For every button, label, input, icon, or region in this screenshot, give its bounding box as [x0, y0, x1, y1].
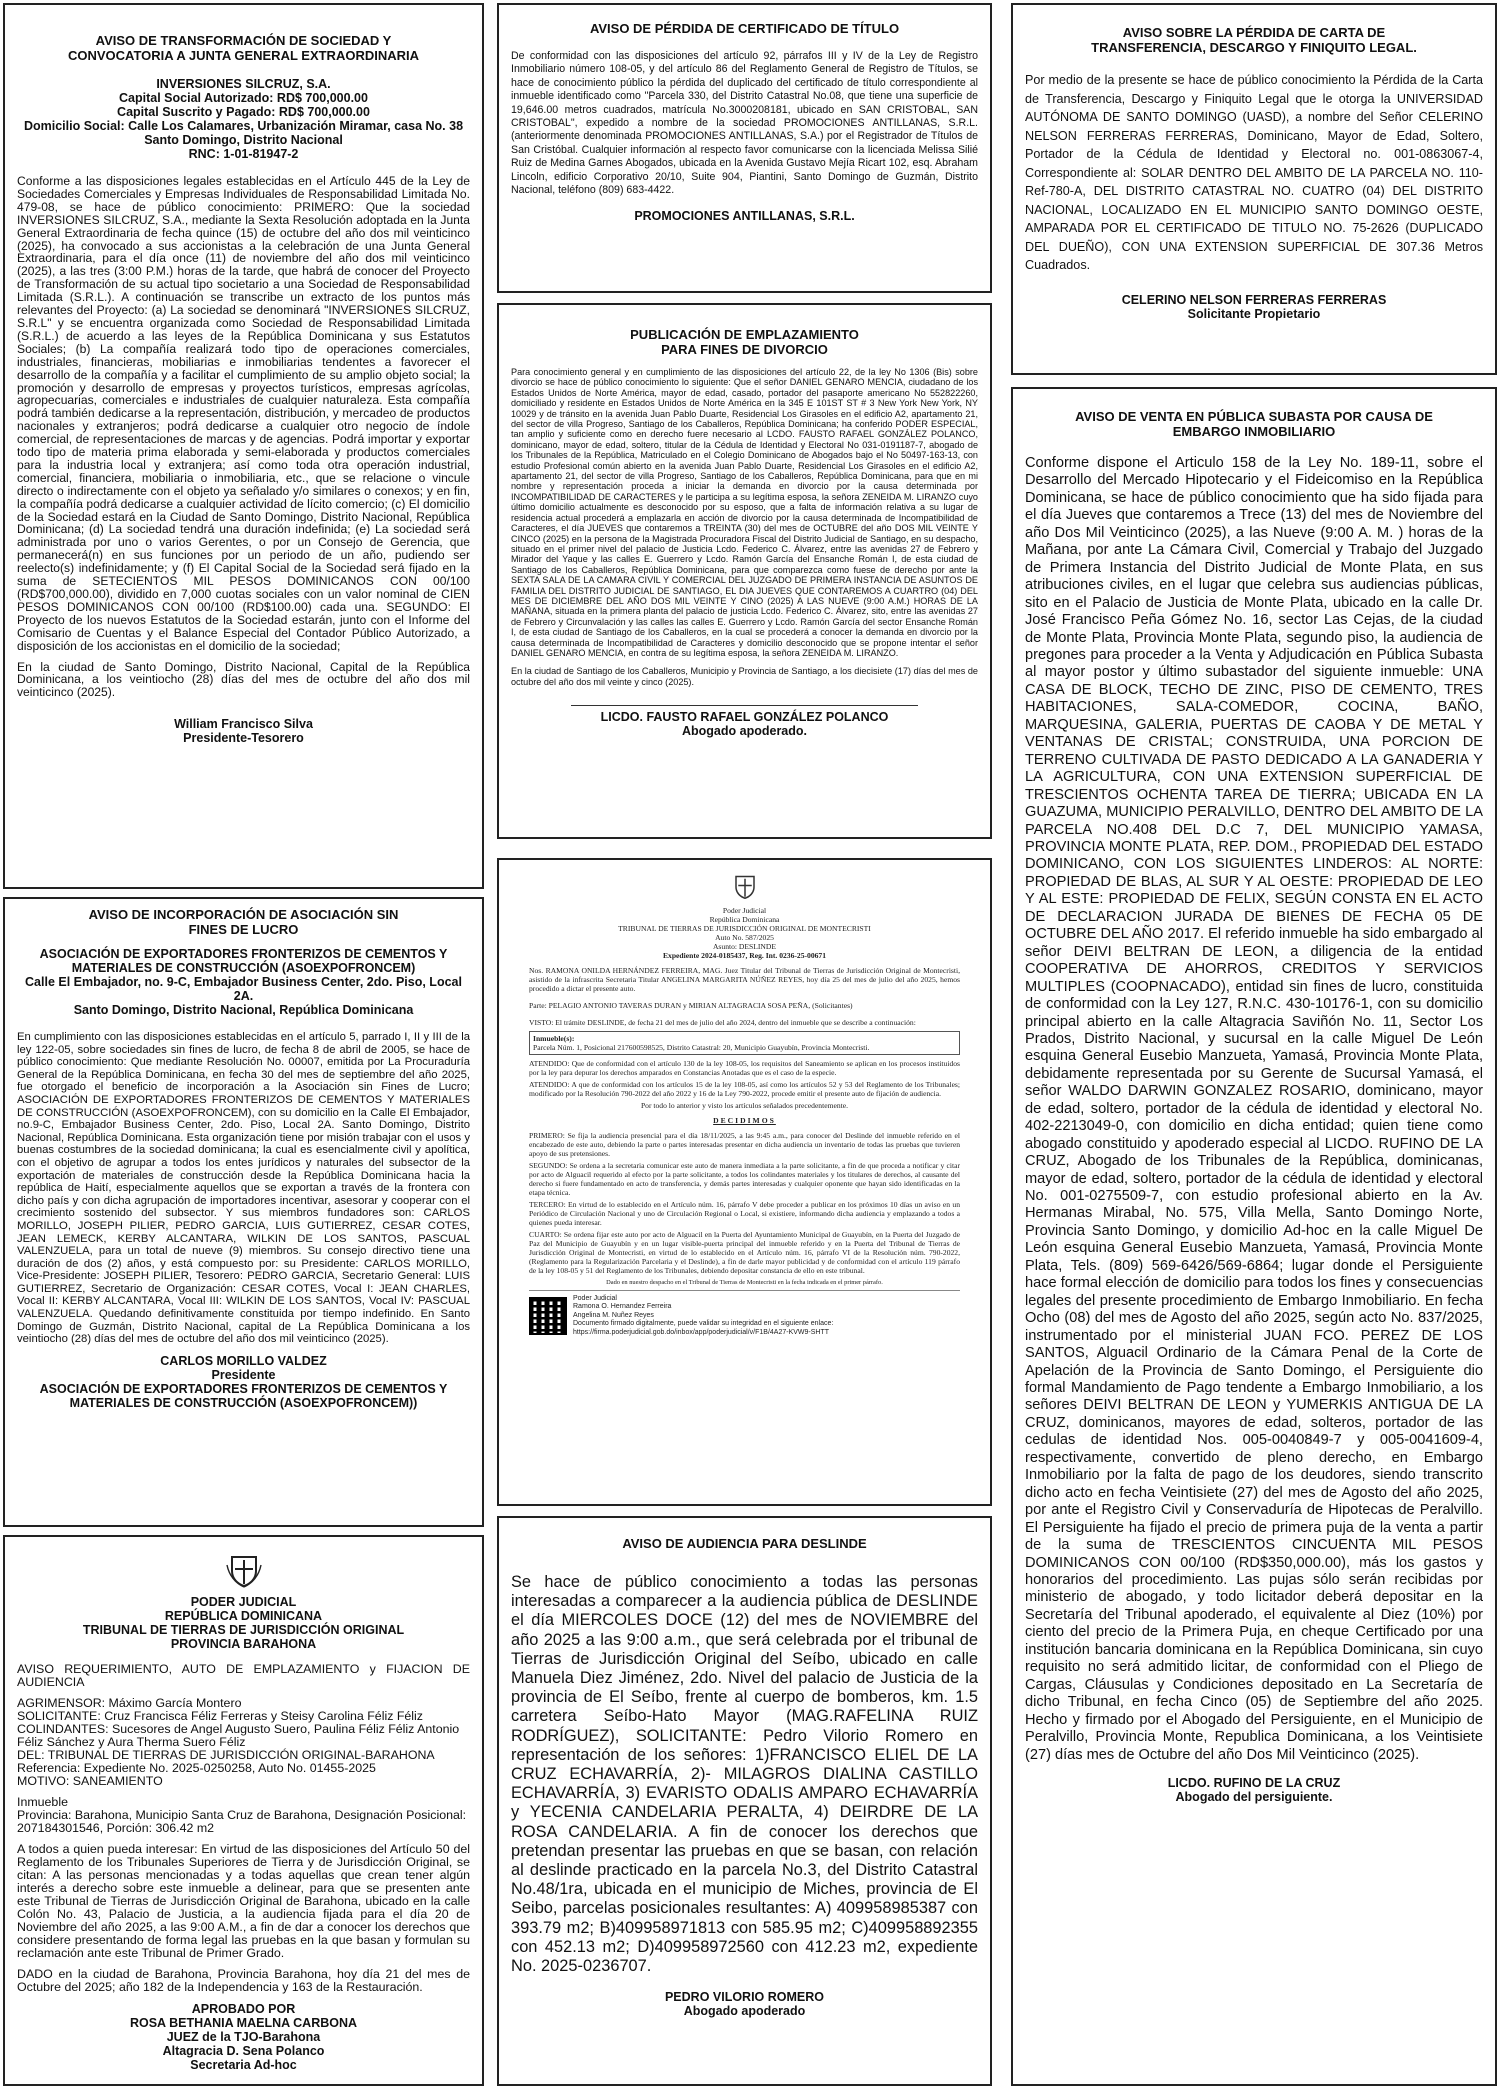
notice-body: Para conocimiento general y en cumplimiento de las disposiciones del artículo 22, de la ley No 1306 (Bis) sobre divorcio se hace de público conocimiento lo siguiente: Que el señor DANIEL GENARO MENCIA, ciudadano de los Estados Unidos de Norte América, mayor de edad, casado, portador del pasaporte americano No 552822260, domiciliado y residente en Estados Unidos de Norte América en la 345 E 101ST ST # 3 New York New York, NY 10029 y de tránsito en la avenida Juan Pablo Duarte, Residencial Los Girasoles en el edificio A2, apartamento 21, del sector de villa Progreso, Santiago de los Caballeros, República Dominicana; ha conferido PODER ESPECIAL, tan amplio y suficiente como en derecho fuere necesario al LCDO. FAUSTO RAFAEL GONZÁLEZ POLANCO, dominicano, mayor de edad, soltero, titular de la Cédula de Identidad y Electoral No 031-0191187-7, abogado de los Tribunales de la República, Matriculado en el Colegio Dominicano de Abogados bajo el No 50497-163-13, con estudio Profesional común abierto en la avenida Juan Pablo Duarte, Residencial Los Girasoles en el edificio A2, apartamento 21, del sector de villa Progreso, Santiago de los Caballeros, República Dominicana, para que en mi nombre y representación proceda a iniciar la demanda en divorcio por la causa determinada por INCOMPATIBILIDAD DE CARACTERES y le participa a su legítima esposa, la señora ZENEIDA M. LIRANZO cuyo último domicilio actualmente es desconocido por su esposo, que a falta de información relativa a su lugar de residencia actual procederá a emplazarla en acción de divorcio por la causa determinada de Incompatibilidad de Caracteres, el día JUEVES que contaremos a TREINTA (30) del mes de OCTUBRE del año DOS MIL VEINTE Y CINCO (2025) en la persona de la Magistrada Procuradora Fiscal del Distrito Judicial de Santiago, en su despacho, situado en el primer nivel del palacio de Justicia Lcdo. Federico C. Álvarez, entre las avenidas 27 de Febrero y Mirador del Yaque y las calles E. Guerrero y Lcdo. Ramón García del Ensanche Román I, de esta ciudad de Santiago de los Caballeros, República Dominicana, para que comparezca como fuese de derecho por ante la SEXTA SALA DE LA CAMARA CIVIL Y COMERCIAL DEL JUZGADO DE PRIMERA INSTANCIA DE ASUNTOS DE FAMILIA DEL DISTRITO JUDICIAL DE SANTIAGO, EL DIA JUEVES QUE CONTAREMOS A CUARTRO (04) DEL MES DE DICIEMBRE DEL AÑO DOS MIL VEINTE Y CINO (2025) A LAS NUEVE (9:00 A.M.) HORAS DE LA MAÑANA, situada en la primera planta del palacio de justicia Lcdo. Federico C. Álvarez, sito, entre las avenidas 27 de Febrero y Circunvalación y las calles las calles E. Guerrero y Lcdo. Ramón García del sector Ensanche Román I, de esta ciudad de Santiago de los Caballeros, en la cual se procederá a conocer la demanda en divorcio por la causa determinada de Incompatibilidad de Caracteres y domicilio desconocido que se propone intentar el señor DANIEL GENARO MENCIA, en contra de su legítima esposa, la señora ZENEIDA M. LIRANZO.	[511, 367, 978, 658]
paragraph-cuarto: CUARTO: Se ordena fijar este auto por acto de Alguacil en la Puerta del Ayuntamiento Municipal de Guayubín, en la Puerta del Juzgado de Paz del Municipio de Guayubín y en un lugar visible-puerta principal del inmueble referido y en la Puerta del Tribunal de Tierras de Jurisdicción Original de Montecristi, en virtud de lo establecido en el Artículo núm. 16, párrafo VI de la Resolución núm. 790-2022, (Reglamento para la Regularización Parcelaria y el Deslinde), a fin de darle mayor publicidad y de conformidad con el artículo 119 párrafo de la ley 108-05 y 51 del Reglamento de los Tribunales, debiendo depositar constancia de ello en este tribunal.	[529, 1230, 960, 1275]
notice-transformacion-sociedad	[3, 3, 484, 889]
capital-paid: Capital Suscrito y Pagado: RD$ 700,000.00	[117, 105, 370, 119]
coat-of-arms-icon	[730, 872, 760, 902]
notice-body: De conformidad con las disposiciones del artículo 92, párrafos III y IV de la Ley de Registro Inmobiliario número 108-05, y del artículo 86 del Reglamento General de Registro de Títulos, se hace de conocimiento público la pérdida del duplicado del certificado de título correspondiente al inmueble identificado como "Parcela 330, del Distrito Catastral No.08, que tiene una superficie de 19,646.00 metros cuadrados, matrícula No.3000208181, ubicado en SAN CRISTOBAL, SAN CRISTOBAL", expedido a nombre de la sociedad PROMOCIONES ANTILLANAS, S.R.L. (anteriormente denominada PROMOCIONES ANTILLANAS, S.A.) por el Registrador de Títulos de San Cristóbal. Cualquier información al respecto favor comunicarse con la licenciada Melissa Silié Ruiz de Medina Garnes Abogados, ubicada en la Avenida Gustavo Mejía Ricart 102, esq. Abraham Lincoln, edificio Corporativo 20/10, Suite 904, Piantini, Santo Domingo de Guzmán, Distrito Nacional, teléfono (809) 683-4422.	[511, 50, 978, 197]
notice-venta-subasta	[1011, 387, 1497, 2086]
notice-title: AVISO DE PÉRDIDA DE CERTIFICADO DE TÍTULO	[589, 21, 900, 36]
header-line-1: Poder Judicial	[722, 906, 767, 915]
header-line-2: REPÚBLICA DOMINICANA	[164, 1609, 323, 1623]
header-line-3: TRIBUNAL DE TIERRAS DE JURISDICCIÓN ORIGINAL	[82, 1623, 405, 1637]
signer-role: Presidente-Tesorero	[183, 731, 304, 746]
header-line-1: PODER JUDICIAL	[190, 1595, 297, 1609]
notice-emplazamiento-divorcio	[497, 303, 992, 839]
paragraph-visto: VISTO: El trámite DESLINDE, de fecha 21 del mes de julio del año 2024, dentro del inmueble que se describe a continuación:	[529, 1018, 916, 1027]
property-box	[529, 1031, 960, 1055]
notice-closing: En la ciudad de Santo Domingo, Distrito Nacional, Capital de la República Dominicana, a los veintiocho (28) días del mes de octubre del año dos mil veinticinco (2025).	[17, 659, 470, 700]
notice-title: AVISO DE INCORPORACIÓN DE ASOCIACIÓN SIN FINES DE LUCRO	[88, 907, 399, 937]
notice-body: A todos a quien pueda interesar: En virtud de las disposiciones del Artículo 50 del Reglamento de los Tribunales Superiores de Tierra y de Jurisdicción Original, se citan: A las personas mencionadas y a todas aquellas que crean tener algún interés a derecho sobre este inmueble a delinear, para que se presenten ante este Tribunal de Tierras de Jurisdicción Original de Barahona, ubicado en la calle Colón No. 43, Palacio de Justicia, a la audiencia fijada para el día 20 de Noviembre del año 2025, a las 9:00 A.M., a fin de dar a conocer los derechos que considere presentando de forma legal las pruebas en la que basan y formulan su reclamación ante este Tribunal de Primer Grado.	[17, 1842, 470, 1960]
asunto: Asunto: DESLINDE	[712, 942, 777, 951]
signer-name: William Francisco Silva	[174, 717, 313, 732]
digital-signature-block	[529, 1295, 960, 1337]
organization-name: ASOCIACIÓN DE EXPORTADORES FRONTERIZOS DE CEMENTOS Y MATERIALES DE CONSTRUCCIÓN (ASOEXPOFRONCEM)	[39, 947, 448, 975]
signer-name: LICDO. FAUSTO RAFAEL GONZÁLEZ POLANCO	[600, 710, 889, 725]
paragraph-primero: PRIMERO: Se fija la audiencia presencial para el día 18/11/2025, a las 9:45 a.m., para conocer del Deslinde del inmueble referido en el encabezado de este auto, debiendo la parte o partes interesadas presentar en dicha audiencia un inventario de todas las pruebas que tuvieren apoyo de sus pretensiones.	[529, 1131, 960, 1158]
verify-url[interactable]: https://firma.poderjudicial.gob.do/inbox/app/poderjudicial/v/F1B/4A27-KVW9-SHTT	[573, 1328, 830, 1336]
paragraph-atendido-1: ATENDIDO: Que de conformidad con el artículo 130 de la ley 108-05, los requisitos del Saneamiento se aplican en los procesos instituidos por la ley para depurar los derechos amparados en Constancias Anotadas que es el caso de la especie.	[529, 1059, 960, 1077]
signer-role: Abogado apoderado	[683, 2004, 806, 2019]
paragraph-vistos: Por todo lo anterior y visto los artículos señalados precedentemente.	[640, 1101, 849, 1110]
case-details: AGRIMENSOR: Máximo García Montero SOLICITANTE: Cruz Francisca Féliz Ferreras y Steisy Carolina Féliz Féliz COLINDANTES: Sucesores de Angel Augusto Suero, Paulina Féliz Féliz Antonio Féliz Sánchez y Aura Therma Suero Féliz DEL: TRIBUNAL DE TIERRAS DE JURISDICCIÓN ORIGINAL-BARAHONA Referencia: Expediente No. 2025-0250258, Auto No. 01455-2025 MOTIVO: SANEAMIENTO	[17, 1696, 460, 1788]
paragraph-tercero: TERCERO: En virtud de lo establecido en el Artículo núm. 16, párrafo V debe proceder a publicar en los próximos 10 días un aviso en un Periódico de Circulación Nacional y uno de Circulación Regional o Local, si existiere, informando dicha audiencia y emplazando a todos a quienes pueda interesar.	[529, 1200, 960, 1227]
notice-body: Conforme dispone el Articulo 158 de la Ley No. 189-11, sobre el Desarrollo del Mercado Hipotecario y el Fideicomiso en la República Dominicana, se hace de público conocimiento que ha sido fijada para el día Jueves que contaremos a Trece (13) del mes de Noviembre del año Dos Mil Veinticinco (2025), a las Nueve (9:00 A. M. ) horas de la Mañana, por ante La Cámara Civil, Comercial y Trabajo del Juzgado de Primera Instancia del Distrito Judicial de Monte Plata, en sus atribuciones civiles, en el lugar que celebra sus audiencias públicas, sito en el Palacio de Justicia de Monte Plata, ubicado en la calle Dr. José Francisco Peña Gómez No. 16, sector Las Cejas, de la ciudad de Monte Plata, Provincia Monte Plata, segundo piso, la audiencia de pregones para proceder a la Venta y Adjudicación en Pública Subasta al mayor postor y último subastador del siguiente inmueble: UNA CASA DE BLOCK, TECHO DE ZINC, PISO DE CEMENTO, TRES HABITACIONES, SALA-COMEDOR, COCINA, BAÑO, MARQUESINA, GALERIA, PUERTAS DE CAOBA Y DE METAL Y VENTANAS DE CRISTAL; CONSTRUIDA, UNA PORCION DE TERRENO CULTIVADA DE PASTO DEDICADO A LA GANADERIA Y LA AGRICULTURA, CON UNA EXTENSION SUPERFICIAL DE TRESCIENTOS OCHENTA TAREA DE TIERRA; UBICADA EN LA GUAZUMA, MUNICIPIO PERALVILLO, DENTRO DEL AMBITO DE LA PARCELA NO.408 DEL D.C 7, DEL MUNICIPIO YAMASA, PROVINCIA MONTE PLATA, REP. DOM., PROPIEDAD DEL ESTADO DOMINICANO, CON LOS SIGUIENTES LINDEROS: AL NORTE: PROPIEDAD DE BLAS, AL SUR Y AL OESTE: PROPIEDAD DE LEO Y AL ESTE: PROPIEDAD DE FELIX, SEGÚN CONSTA EN EL ACTO DE DECLARACION JURADA DE BIENES DE FECHA 05 DE OCTUBRE DEL AÑO 2017. El referido inmueble ha sido embargado al señor DEIVI BELTRAN DE LEON, a diligencia de la entidad COOPERATIVA DE AHORROS, CREDITOS Y SERVICIOS MULTIPLES (COOPNACADO), entidad sin fines de lucro, constituida de conformidad con la Ley 127, R.N.C. 430-10176-1, con su domicilio principal abierto en la calle Altagracia Saviñón No. 11, Sector Los Prados, Distrito Nacional, y sucursal en la calle Miguel De León esquina General Eusebio Manzueta, Yamasá, Provincia Monte Plata, debidamente representada por su Gerente de Sucursal Yamasá, el señor WALDO DARWIN GONZALEZ ROSARIO, dominicano, mayor de edad, soltero, portador de la cédula de identidad y electoral No. 402-2213049-0, con domicilio en dicha entidad; quien tiene como abogado constituido y apoderado especial al LICDO. RUFINO DE LA CRUZ, Abogado de los Tribunales de la República, dominicanas, mayor de edad, soltero, portador de la cédula de identidad y electoral No. 001-0275509-7, con estudio profesional abierto en la Av. Hermanas Mirabal, No. 575, Villa Mella, Santo Domingo Norte, Provincia Santo Domingo, y domicilio Ad-hoc en la calle Miguel De León esquina General Eusebio Manzueta, Yamasá, Provincia Monte Plata, Tels. (809) 569-6426/569-6864; lugar donde el Persiguiente hace formal elección de domicilio para todos los fines y consecuencias legales del presente procedimiento de Embargo Inmobiliario. En fecha Ocho (08) del mes de Agosto del año 2025, según acto No. 837/2025, instrumentado por el ministerial JUAN FCO. PEREZ DE LOS SANTOS, Alguacil Ordinario de la Cámara Penal de la Corte de Apelación de la Provincia de Santo Domingo, el Persiguiente dio formal Mandamiento de Pago tendente a Embargo Inmobiliario, a los señores DEIVI BELTRAN DE LEON y YUMERKIS ANTIGUA DE LA CRUZ, dominicanos, mayores de edad, solteros, portador de las cedulas de identidad Nos. 005-0040849-7 y 005-0041609-4, respectivamente, convertido de pleno derecho, en Embargo Inmobiliario por la falta de pago de los deudores, siendo transcrito dicho acto en fecha Veintisiete (27) del mes de Agosto del año 2025, por ante el Registro Civil y Conservaduría de Hipotecas de Peralvillo. El Persiguiente ha fijado el precio de primera puja de la venta a partir de la suma de TRESCIENTOS CINCUENTA MIL PESOS DOMINICANOS CON 00/100 (RD$350,000.00), más los gastos y honorarios del procedimiento. Las pujas sólo serán recibidas por ministerio de abogado, y todo licitador deberá depositar en la Secretaría del Tribunal apoderado, el equivalente al Diez (10%) por ciento del precio de la Primera Puja, en cheque Certificado por una institución bancaria dominicana en la República Dominicana, sin cuyo requisito no será admitido licitar, de conformidad con el Pliego de Cargas, Cláusulas y Condiciones depositado en La Secretaría de dicho Tribunal, en fecha Cinco (05) de Septiembre del año 2025. Hecho y firmado por el Abogado del Persiguiente, en el Municipio de Peralvillo, Provincia Monte, Republica Dominicana, a los Veintisiete (27) días mes de Octubre del año Dos Mil Veinticinco (2025).	[1025, 455, 1483, 1763]
signer-role: Abogado del persiguiente.	[1175, 1789, 1333, 1804]
company-name: INVERSIONES SILCRUZ, S.A.	[156, 77, 331, 91]
signer-role: Presidente	[211, 1367, 276, 1382]
signer-name: CELERINO NELSON FERRERAS FERRERAS	[1121, 292, 1387, 307]
notice-auto-deslinde-montecristi	[497, 858, 992, 1506]
notice-title: PUBLICACIÓN DE EMPLAZAMIENTO PARA FINES DE DIVORCIO	[630, 327, 859, 357]
organization-address: Calle El Embajador, no. 9-C, Embajador Business Center, 2do. Piso, Local 2A.	[25, 975, 462, 1003]
domicile: Domicilio Social: Calle Los Calamares, Urbanización Miramar, casa No. 38	[23, 119, 464, 133]
header-line-3: TRIBUNAL DE TIERRAS DE JURISDICCIÓN ORIGINAL DE MONTECRISTI	[618, 924, 871, 933]
notice-perdida-carta-transferencia	[1011, 3, 1497, 375]
capital-authorized: Capital Social Autorizado: RD$ 700,000.00	[119, 91, 368, 105]
signer-role: Abogado apoderado.	[682, 724, 807, 739]
signer-name: LICDO. RUFINO DE LA CRUZ	[1167, 1775, 1341, 1790]
judge-name: ROSA BETHANIA MAELNA CARBONA	[129, 2016, 358, 2030]
property-value: Parcela Núm. 1, Posicional 217600598525, Distrito Catastral: 20, Municipio Guayubín, Provincia Montecristi.	[533, 1043, 870, 1052]
notice-body: Por medio de la presente se hace de público conocimiento la Pérdida de la Carta de Transferencia, Descargo y Finiquito Legal que le otorga la UNIVERSIDAD AUTÓNOMA DE SANTO DOMINGO (UASD), a nombre del Señor CELERINO NELSON FERRERAS FERRERAS, Dominicano, Mayor de Edad, Soltero, Portador de la Cédula de Identidad y Electoral no. 001-0863067-4, Correspondiente al: SOLAR DENTRO DEL AMBITO DE LA PARCELA NO. 110-Ref-780-A, DEL DISTRITO CATASTRAL NO. CUATRO (04) DEL DISTRITO NACIONAL, LOCALIZADO EN EL MUNICIPIO SANTO DOMINGO OESTE, AMPARADA POR EL CERTIFICADO DE TITULO NO. 75-2626 (DUPLICADO DEL DUEÑO), CON UNA EXTENSION SUPERFICIAL DE 307.36 Metros Cuadrados.	[1025, 73, 1483, 272]
notice-audiencia-deslinde	[497, 1516, 992, 2086]
organization-city: Santo Domingo, Distrito Nacional, República Dominicana	[73, 1003, 414, 1017]
paragraph-parte: Parte: PELAGIO ANTONIO TAVERAS DURAN y MIRIAN ALTAGRACIA SOSA PEÑA, (Solicitantes)	[529, 1001, 853, 1010]
decidimos-heading: DECIDIMOS	[713, 1116, 776, 1125]
notice-body: Se hace de público conocimiento a todas las personas interesadas a comparecer a la audiencia pública de DESLINDE el día MIERCOLES DOCE (12) del mes de NOVIEMBRE del año 2025 a las 9:00 a.m., que será celebrada por el tribunal de Tierras de Jurisdicción Original del Seíbo, ubicado en calle Manuela Diez Jiménez, 2do. Nivel del palacio de Justicia de la provincia de El Seíbo, frente al cuerpo de bomberos, km. 1.5 carretera Seíbo-Hato Mayor (MAG.RAFELINA RUIZ RODRÍGUEZ), SOLICITANTE: Pedro Vilorio Romero en representación de los señores: 1)FRANCISCO ELIEL DE LA CRUZ ECHAVARRÍA, 2)- MILAGROS DIALINA CASTILLO ECHAVARRÍA, 3) EVARISTO ODALIS AMPARO ECHAVARRÍA y YECENIA CANDELARIA PERALTA, 4) DEIRDRE DE LA ROSA CANDELARIA. A fin de conocer los derechos que pretendan presentar las pruebas en que se basan, con relación al deslinde practicado en la parcela No.3, del Distrito Catastral No.48/1ra, ubicada en el municipio de Miches, provincia de El Seibo, parcelas posicionales resultantes: A) 409958985387 con 393.79 m2; B)409958971813 con 585.95 m2; C)409958892355 con 452.13 m2; D)409958972560 con 412.23 m2, expediente No. 2025-0236707.	[511, 1573, 978, 1976]
expediente: Expediente 2024-0185437, Reg. Int. 0236-25-00671	[662, 951, 827, 960]
signature-line-3: Angelina M. Nuñez Reyes	[573, 1311, 654, 1319]
notice-perdida-certificado	[497, 3, 992, 293]
paragraph-footer: Dado en nuestro despacho en el Tribunal de Tierras de Montecristi en la fecha indicada en el primer párrafo.	[529, 1278, 960, 1291]
notice-title: AVISO DE AUDIENCIA PARA DESLINDE	[622, 1536, 867, 1551]
notice-title: AVISO DE TRANSFORMACIÓN DE SOCIEDAD Y CONVOCATORIA A JUNTA GENERAL EXTRAORDINARIA	[67, 33, 419, 63]
approved-by: APROBADO POR	[191, 2002, 296, 2016]
paragraph-segundo: SEGUNDO: Se ordena a la secretaria comunicar este auto de manera inmediata a la parte solicitante, a fin de que proceda a notificar y citar por acto de Alguacil requerido al efecto por la parte solicitante, a todos los colindantes materiales y los titulares de derechos, al causante del derecho si fuere fundamentado en acto de transferencia, y demás partes interesadas y cualquier oponente que hayan sido identificadas en la etapa técnica.	[529, 1161, 960, 1197]
secretary-name: Altagracia D. Sena Polanco	[162, 2044, 325, 2058]
signer-name: CARLOS MORILLO VALDEZ	[160, 1353, 327, 1368]
signature-line-2: Ramona O. Hernandez Ferreira	[573, 1303, 672, 1311]
property-label: Inmueble(s):	[533, 1034, 575, 1043]
qr-code-icon	[529, 1297, 567, 1335]
paragraph-atendido-2: ATENDIDO: A que de conformidad con los artículos 15 de la ley 108-05, así como los artículos 52 y 53 del Reglamento de los Tribunales; modificado por la Resolución 790-2022 del año 2022 y 16 de la Ley 790-2022, procede emitir el presente auto de fijación de audiencia.	[529, 1080, 960, 1098]
signer-name: PROMOCIONES ANTILLANAS, S.R.L.	[634, 209, 855, 224]
signer-name: PEDRO VILORIO ROMERO	[664, 1990, 825, 2005]
notice-tribunal-barahona	[3, 1535, 484, 2086]
signature-line	[571, 705, 918, 706]
verify-text: Documento firmado digitalmente, puede validar su integridad en el siguiente enlace:	[573, 1320, 834, 1328]
notice-body: Conforme a las disposiciones legales establecidas en el Artículo 445 de la Ley de Sociedades Comerciales y Empresas Individuales de Responsabilidad Limitada No. 479-08, se hace de público conocimiento: PRIMERO: Que la sociedad INVERSIONES SILCRUZ, S.A., mediante la Sexta Resolución adoptada en la Junta General Extraordinaria de fecha quince (15) de octubre del año dos mil veinticinco (2025), ha convocado a sus accionistas a la celebración de una Junta General Extraordinaria, para el día once (11) de noviembre del año dos mil veinticinco (2025), a las tres (3:00 P.M.) horas de la tarde, que habrá de conocer del Proyecto de Transformación de su actual tipo societario a una Sociedad de Responsabilidad Limitada (S.R.L.). A continuación se transcribe un extracto de los puntos más relevantes del Proyecto: (a) La sociedad se denominará "INVERSIONES SILCRUZ, S.R.L" y se encuentra organizada como Sociedad de Responsabilidad Limitada (S.R.L.) de acuerdo a las leyes de la República Dominicana y sus Estatutos Sociales; (b) La compañía realizará todo tipo de operaciones comerciales, industriales, financieras, mobiliarias e inmobiliarias tendentes a favorecer el desarrollo de la compañía y a facilitar el cumplimiento de su amplio objeto social; la promoción y desarrollo de empresas y proyectos turísticos, empresas agrícolas, agropecuarias, comerciales e industriales de cualquier naturaleza. Esta compañía podrá también dedicarse a la representación, distribución, y mercadeo de productos nacionales y extranjeros; podrá dedicarse a cualquier otro negocio de índole comercial, de representaciones de marcas y de agencias. Podrá importar y exportar todo tipo de materia prima elaborada y semi-elaborada y productos comerciales para la industria local y extranjera; así como toda otra operación industrial, comercial, financiera, mobiliaria o inmobiliaria, etc., que se relacione o vincule directo o indirectamente con el objeto ya señalado y/o similares o conexos; y en fin, la compañía podrá dedicarse a cualquier actividad de lícito comercio; (c) El domicilio de la Sociedad estará en la Ciudad de Santo Domingo, Distrito Nacional, República Dominicana; (d) La sociedad tendrá una duración indefinida; (e) La sociedad será administrada por uno o varios Gerentes, o por un Consejo de Gerencia, que permanecerá(n) en sus funciones por un periodo de un año, pudiendo ser reelecto(s) indefinidamente; y (f) El Capital Social de la Sociedad será fijado en la suma de SETECIENTOS MIL PESOS DOMINICANOS CON 00/100 (RD$700,000.00), dividido en 7,000 cuotas sociales con un valor nominal de CIEN PESOS DOMINICANOS CON 00/100 (RD$100.00) cada una. SEGUNDO: El Proyecto de los nuevos Estatutos de la Sociedad estarán, junto con el Informe del Comisario de Cuentas y el Balance Especial del Contador Público Autorizado, a disposición de los accionistas en el domicilio de la sociedad;	[17, 174, 470, 653]
signer-organization: ASOCIACIÓN DE EXPORTADORES FRONTERIZOS DE CEMENTOS Y MATERIALES DE CONSTRUCCIÓN (ASOEXPOFRONCEM))	[39, 1381, 448, 1410]
header-line-4: PROVINCIA BARAHONA	[170, 1637, 317, 1651]
notice-closing: En la ciudad de Santiago de los Caballeros, Municipio y Provincia de Santiago, a los diecisiete (17) días del mes de octubre del año dos mil veinte y cinco (2025).	[511, 666, 978, 687]
property-description: Inmueble Provincia: Barahona, Municipio Santa Cruz de Barahona, Designación Posicional: 207184301546, Porción: 306.42 m2	[17, 1795, 467, 1835]
notice-body: En cumplimiento con las disposiciones establecidas en el artículo 5, parrado I, II y III de la ley 122-05, sobre sociedades sin fines de lucro, de fecha 8 de abril de 2005, se hace de público conocimiento: Que mediante Resolución No. 00007, emitida por La Procuraduría General de la República Dominicana, en fecha 30 del mes de septiembre del año 2025, fue otorgado el beneficio de incorporación a la Asociación sin Fines de Lucro; ASOCIACIÓN DE EXPORTADORES FRONTERIZOS DE CEMENTOS Y MATERIALES DE CONSTRUCCIÓN (ASOEXPOFRONCEM), con su domicilio en la Calle El Embajador, no.9-C, Embajador Business Center, 2do. Piso, Local 2A. Santo Domingo, Distrito Nacional, República Dominicana. Esta organización tiene por misión trabajar con el usos y buenas costumbres de la sociedad dominicana; la cual es esencialmente civil y apolítica, con el objetivo de agrupar a todos los entes jurídicos y naturales del subsector de la exportación de materiales de construcción desde la República Dominicana hacia la república de Haití, especialmente aquellos que se exportan a través de la frontera con dicho país y con dicha agrupación de importadores incentivar, asesorar y cooperar con el crecimiento sostenido del subsector. Y sus miembros fundadores son: CARLOS MORILLO, JOSEPH PILIER, PEDRO GARCIA, LUIS GUTIERREZ, CESAR COTES, JEAN LEMECK, KERBY ALCANTARA, WILKIN DE LOS SANTOS, PASCUAL VALENZUELA, para un total de nueve (9) miembros. Su consejo directivo tiene una duración de dos (2) años, y está compuesto por: su Presidente: CARLOS MORILLO, Vice-Presidente: JOSEPH PILIER, Tesorero: PEDRO GARCIA, Secretario General: LUIS GUTIERREZ, Secretario de Organización: CESAR COTES, Vocal I: JEAN CHARLES, Vocal II: KERBY ALCANTARA, Vocal III: WILKIN DE LOS SANTOS, Vocal IV: PASCUAL VALENZUELA. Quedando definitivamente constituida por tiempo indefinido. En Santo Domingo de Guzmán, Distrito Nacional, capital de La República Dominicana a los veintiocho (28) días del mes de octubre del año dos mil veinticinco (2025).	[17, 1031, 470, 1346]
notice-title: AVISO DE VENTA EN PÚBLICA SUBASTA POR CAUSA DE EMBARGO INMOBILIARIO	[1075, 409, 1433, 439]
paragraph-judge: Nos. RAMONA ONILDA HERNÁNDEZ FERREIRA, MAG. Juez Titular del Tribunal de Tierras de Jurisdicción Original de Montecristi, asistido de la infrascrita Secretaria Titular ANGELINA MARGARITA NÚÑEZ REYES, hoy día 25 del mes de julio del año 2025, hemos procedido a dictar el presente auto.	[529, 966, 960, 993]
secretary-role: Secretaria Ad-hoc	[190, 2058, 297, 2072]
header-line-2: República Dominicana	[709, 915, 780, 924]
coat-of-arms-icon	[224, 1551, 264, 1591]
notice-closing: DADO en la ciudad de Barahona, Provincia Barahona, hoy día 21 del mes de Octubre del 2025; año 182 de la Independencia y 163 de la Restauración.	[17, 1967, 470, 1994]
judge-role: JUEZ de la TJO-Barahona	[166, 2030, 321, 2044]
notice-incorporacion-asociacion	[3, 897, 484, 1527]
rnc: RNC: 1-01-81947-2	[188, 147, 299, 161]
signer-role: Solicitante Propietario	[1187, 306, 1321, 321]
notice-title: AVISO REQUERIMIENTO, AUTO DE EMPLAZAMIENTO y FIJACION DE AUDIENCIA	[17, 1662, 470, 1689]
city: Santo Domingo, Distrito Nacional	[144, 133, 343, 147]
signature-line-1: Poder Judicial	[573, 1295, 617, 1302]
auto-number: Auto No. 587/2025	[715, 933, 774, 942]
notice-title: AVISO SOBRE LA PÉRDIDA DE CARTA DE TRANSFERENCIA, DESCARGO Y FINIQUITO LEGAL.	[1091, 25, 1417, 55]
